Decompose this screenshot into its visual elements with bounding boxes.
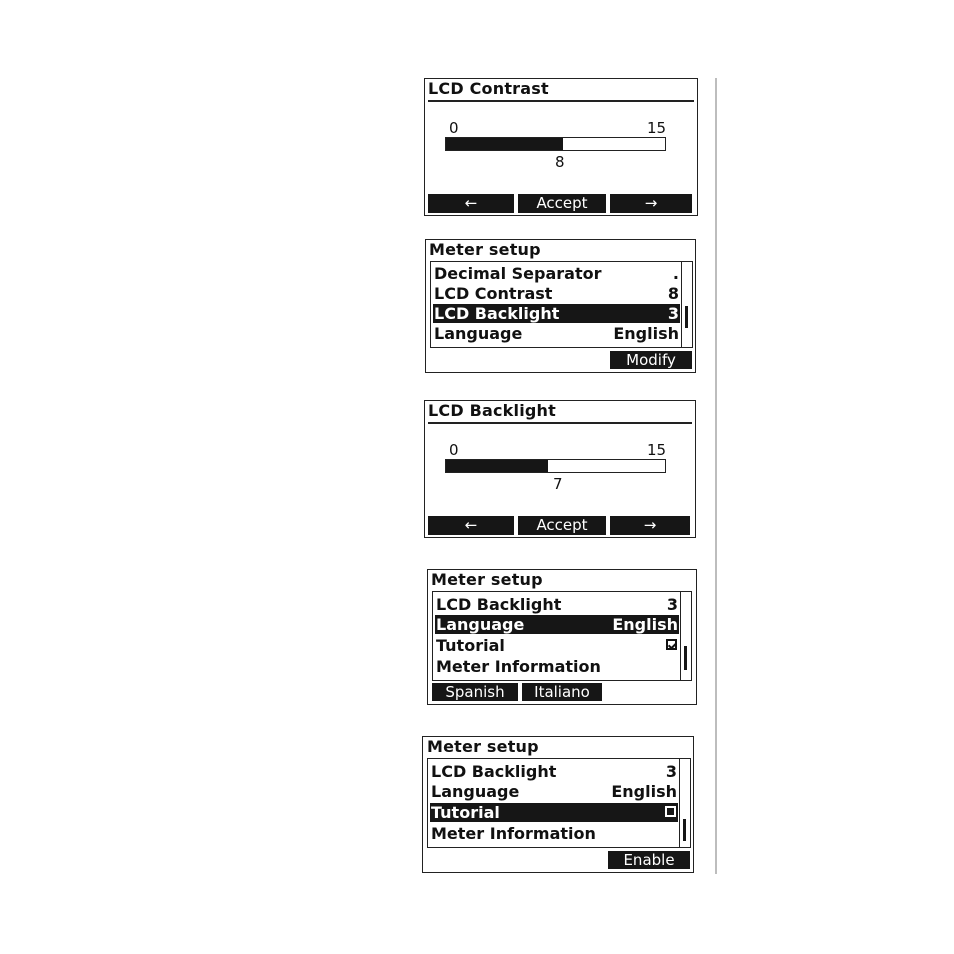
slider-fill [446,138,563,150]
tutorial-checkbox-unchecked-icon[interactable] [665,806,676,817]
settings-list [430,261,693,348]
softkey-bar [425,194,697,213]
list-item-language[interactable]: Language English [431,782,677,801]
list-item-decimal-separator[interactable]: Decimal Separator . [434,264,679,283]
scrollbar[interactable] [681,262,692,347]
scrollbar[interactable] [680,592,691,680]
meter-setup-screen-2 [427,569,697,705]
italiano-softkey[interactable]: Italiano [522,683,602,701]
scrollbar[interactable] [679,759,690,847]
slider-value: 7 [553,475,563,493]
left-arrow-softkey[interactable]: ← [428,194,514,213]
settings-list [427,758,691,848]
slider-value: 8 [555,153,565,171]
list-item-tutorial[interactable]: Tutorial [435,636,679,655]
slider-max-label: 15 [647,441,667,459]
title-underline [428,422,692,424]
scrollbar-thumb[interactable] [683,819,686,841]
list-item-lcd-backlight[interactable]: LCD Backlight 3 [434,304,679,323]
screen-title: Meter setup [427,737,539,756]
meter-setup-screen-3 [422,736,694,873]
list-item-lcd-backlight[interactable]: LCD Backlight 3 [436,595,678,614]
accept-softkey[interactable]: Accept [518,516,606,535]
right-arrow-softkey[interactable]: → [610,194,692,213]
list-item-meter-information[interactable]: Meter Information [431,824,596,843]
meter-setup-screen-1 [425,239,696,373]
lcd-contrast-screen [424,78,698,216]
settings-list [432,591,692,681]
tutorial-checkbox-checked-icon[interactable] [666,639,677,650]
list-item-lcd-backlight[interactable]: LCD Backlight 3 [431,762,677,781]
lcd-backlight-screen [424,400,696,538]
slider-max-label: 15 [647,119,667,137]
modify-softkey[interactable]: Modify [610,351,692,369]
accept-softkey[interactable]: Accept [518,194,606,213]
backlight-slider[interactable] [445,459,666,473]
scrollbar-thumb[interactable] [685,306,688,328]
contrast-slider[interactable] [445,137,666,151]
title-underline [428,100,694,102]
list-item-language[interactable]: Language English [436,615,678,634]
list-item-tutorial[interactable]: Tutorial [430,803,678,822]
list-item-language[interactable]: Language English [434,324,679,343]
screen-title: Meter setup [429,240,541,259]
spanish-softkey[interactable]: Spanish [432,683,518,701]
page-divider-line [715,78,717,874]
slider-fill [446,460,548,472]
slider-min-label: 0 [449,441,459,459]
left-arrow-softkey[interactable]: ← [428,516,514,535]
softkey-bar [425,516,695,535]
screen-title: LCD Backlight [428,401,556,420]
slider-min-label: 0 [449,119,459,137]
enable-softkey[interactable]: Enable [608,851,690,869]
right-arrow-softkey[interactable]: → [610,516,690,535]
screen-title: Meter setup [431,570,543,589]
screen-title: LCD Contrast [428,79,549,98]
scrollbar-thumb[interactable] [684,646,687,670]
list-item-lcd-contrast[interactable]: LCD Contrast 8 [434,284,679,303]
list-item-meter-information[interactable]: Meter Information [436,657,601,676]
